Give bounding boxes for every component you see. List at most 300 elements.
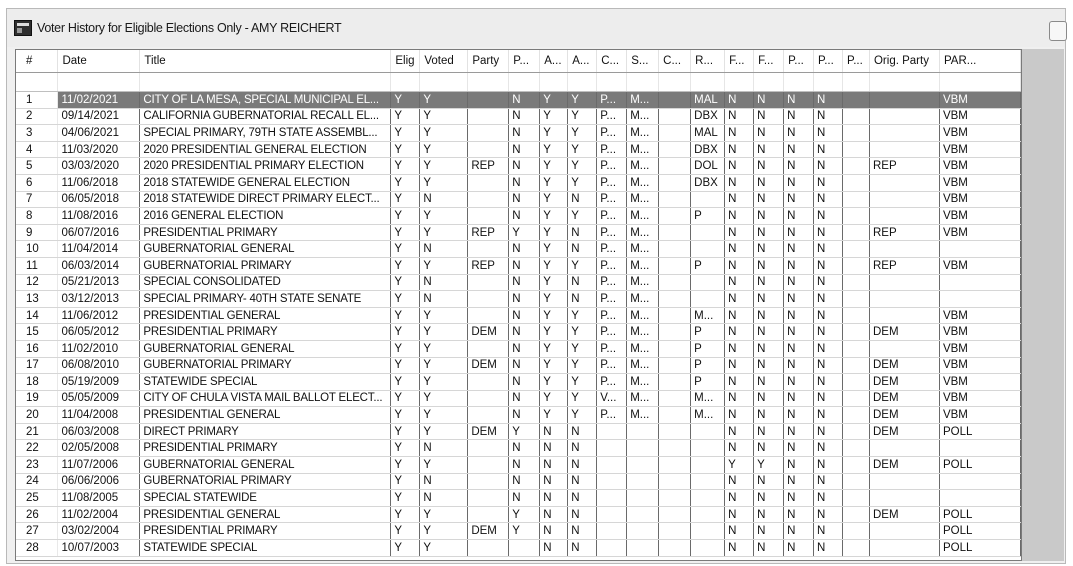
- column-header[interactable]: P...: [784, 50, 814, 73]
- table-row[interactable]: [16, 92, 1021, 109]
- table-cell: [468, 473, 509, 490]
- table-cell: [691, 423, 725, 440]
- table-cell: N: [754, 423, 784, 440]
- table-cell: DEM: [869, 374, 939, 391]
- table-cell: Y: [568, 324, 597, 341]
- table-row[interactable]: [16, 257, 1021, 274]
- table-cell: N: [568, 291, 597, 308]
- table-cell: P...: [597, 141, 627, 158]
- table-cell: CALIFORNIA GUBERNATORIAL RECALL EL...: [140, 108, 391, 125]
- table-cell: Y: [391, 174, 420, 191]
- table-cell: Y: [568, 125, 597, 142]
- table-cell: Y: [391, 473, 420, 490]
- column-header[interactable]: Orig. Party: [869, 50, 939, 73]
- column-header[interactable]: R...: [691, 50, 725, 73]
- table-cell: N: [725, 473, 754, 490]
- table-cell: Y: [391, 357, 420, 374]
- table-cell: Y: [391, 540, 420, 557]
- column-header[interactable]: C...: [597, 50, 627, 73]
- table-cell: [869, 307, 939, 324]
- table-cell: Y: [754, 457, 784, 474]
- table-cell: V...: [597, 390, 627, 407]
- table-cell: Y: [420, 390, 468, 407]
- table-cell: N: [509, 473, 540, 490]
- table-cell: Y: [540, 357, 568, 374]
- table-cell: Y: [540, 274, 568, 291]
- table-cell: N: [568, 523, 597, 540]
- table-row[interactable]: [16, 125, 1021, 142]
- table-cell: [843, 108, 870, 125]
- column-header-row: [16, 50, 1021, 73]
- table-cell: Y: [540, 390, 568, 407]
- table-cell: POLL: [939, 523, 1020, 540]
- table-row[interactable]: [16, 423, 1021, 440]
- table-row[interactable]: [16, 291, 1021, 308]
- column-header[interactable]: Date: [58, 50, 140, 73]
- table-cell: 11/06/2018: [58, 174, 140, 191]
- table-cell: [843, 174, 870, 191]
- table-cell: [468, 457, 509, 474]
- table-cell: Y: [420, 92, 468, 109]
- column-header[interactable]: A...: [540, 50, 568, 73]
- table-cell: N: [814, 490, 843, 507]
- table-cell: N: [725, 291, 754, 308]
- table-row[interactable]: [16, 390, 1021, 407]
- table-cell: N: [725, 191, 754, 208]
- table-row[interactable]: [16, 274, 1021, 291]
- vertical-scrollbar[interactable]: [1022, 49, 1064, 561]
- table-cell: VBM: [939, 108, 1020, 125]
- row-number: 15: [16, 324, 58, 341]
- table-cell: [843, 274, 870, 291]
- column-header[interactable]: F...: [725, 50, 754, 73]
- row-number: 18: [16, 374, 58, 391]
- table-cell: [843, 374, 870, 391]
- table-cell: [843, 208, 870, 225]
- table-cell: N: [754, 374, 784, 391]
- table-cell: N: [784, 141, 814, 158]
- table-row[interactable]: [16, 506, 1021, 523]
- table-cell: Y: [568, 108, 597, 125]
- table-cell: P...: [597, 291, 627, 308]
- table-cell: [691, 274, 725, 291]
- table-cell: N: [725, 506, 754, 523]
- table-cell: N: [540, 457, 568, 474]
- table-cell: [627, 423, 659, 440]
- table-cell: [659, 307, 691, 324]
- table-cell: 2020 PRESIDENTIAL GENERAL ELECTION: [140, 141, 391, 158]
- table-cell: Y: [540, 241, 568, 258]
- table-cell: P...: [597, 224, 627, 241]
- table-cell: [869, 291, 939, 308]
- table-cell: [843, 357, 870, 374]
- table-cell: N: [568, 191, 597, 208]
- table-cell: DEM: [869, 423, 939, 440]
- table-cell: N: [509, 407, 540, 424]
- table-cell: Y: [540, 407, 568, 424]
- table-cell: [843, 125, 870, 142]
- table-cell: N: [754, 141, 784, 158]
- table-cell: N: [784, 357, 814, 374]
- table-row[interactable]: [16, 374, 1021, 391]
- column-header[interactable]: Voted: [420, 50, 468, 73]
- table-cell: Y: [509, 423, 540, 440]
- table-cell: Y: [391, 191, 420, 208]
- column-header[interactable]: #: [16, 50, 58, 73]
- table-cell: P...: [597, 108, 627, 125]
- table-cell: P: [691, 357, 725, 374]
- table-cell: M...: [691, 307, 725, 324]
- table-row[interactable]: [16, 457, 1021, 474]
- column-header[interactable]: Title: [140, 50, 391, 73]
- table-cell: [659, 125, 691, 142]
- table-cell: Y: [540, 340, 568, 357]
- table-cell: 05/19/2009: [58, 374, 140, 391]
- table-cell: N: [509, 274, 540, 291]
- table-cell: N: [420, 191, 468, 208]
- table-cell: DOL: [691, 158, 725, 175]
- table-cell: [843, 490, 870, 507]
- table-cell: N: [725, 174, 754, 191]
- table-cell: [843, 241, 870, 258]
- table-cell: [939, 274, 1020, 291]
- table-row[interactable]: [16, 540, 1021, 557]
- table-cell: Y: [568, 257, 597, 274]
- table-cell: M...: [691, 390, 725, 407]
- table-cell: Y: [568, 174, 597, 191]
- column-header[interactable]: S...: [627, 50, 659, 73]
- row-number: 12: [16, 274, 58, 291]
- table-cell: N: [725, 523, 754, 540]
- table-cell: Y: [568, 141, 597, 158]
- table-cell: [691, 224, 725, 241]
- table-cell: N: [814, 158, 843, 175]
- row-number: 14: [16, 307, 58, 324]
- row-number: 19: [16, 390, 58, 407]
- table-row[interactable]: [16, 108, 1021, 125]
- table-cell: [468, 390, 509, 407]
- table-cell: [691, 506, 725, 523]
- table-cell: N: [540, 506, 568, 523]
- table-row[interactable]: [16, 174, 1021, 191]
- table-cell: N: [784, 506, 814, 523]
- row-number: 21: [16, 423, 58, 440]
- table-cell: 06/06/2006: [58, 473, 140, 490]
- table-cell: [659, 257, 691, 274]
- table-row[interactable]: [16, 407, 1021, 424]
- table-cell: N: [725, 490, 754, 507]
- table-cell: 05/05/2009: [58, 390, 140, 407]
- table-row[interactable]: [16, 191, 1021, 208]
- table-cell: N: [725, 540, 754, 557]
- table-cell: P...: [597, 92, 627, 109]
- table-cell: [659, 490, 691, 507]
- table-cell: N: [814, 108, 843, 125]
- table-cell: [843, 506, 870, 523]
- table-cell: [659, 208, 691, 225]
- table-cell: [659, 291, 691, 308]
- table-cell: N: [814, 440, 843, 457]
- table-cell: N: [568, 490, 597, 507]
- voter-history-window: [6, 8, 1066, 564]
- table-cell: Y: [391, 158, 420, 175]
- table-cell: [597, 523, 627, 540]
- table-row[interactable]: [16, 224, 1021, 241]
- column-header[interactable]: P...: [509, 50, 540, 73]
- table-cell: 03/02/2004: [58, 523, 140, 540]
- table-cell: [659, 174, 691, 191]
- table-cell: [659, 540, 691, 557]
- table-row[interactable]: [16, 490, 1021, 507]
- table-cell: N: [754, 506, 784, 523]
- table-cell: Y: [391, 257, 420, 274]
- table-cell: [691, 191, 725, 208]
- table-cell: N: [725, 92, 754, 109]
- table-cell: 2018 STATEWIDE DIRECT PRIMARY ELECT...: [140, 191, 391, 208]
- table-cell: VBM: [939, 407, 1020, 424]
- table-cell: Y: [420, 457, 468, 474]
- table-cell: POLL: [939, 506, 1020, 523]
- table-cell: [659, 274, 691, 291]
- table-cell: DEM: [468, 324, 509, 341]
- table-cell: [468, 340, 509, 357]
- table-cell: [691, 241, 725, 258]
- table-cell: N: [509, 208, 540, 225]
- table-cell: 11/04/2008: [58, 407, 140, 424]
- table-cell: N: [754, 92, 784, 109]
- table-cell: [659, 523, 691, 540]
- table-cell: M...: [627, 158, 659, 175]
- row-number: 8: [16, 208, 58, 225]
- table-cell: N: [784, 374, 814, 391]
- table-cell: PRESIDENTIAL PRIMARY: [140, 523, 391, 540]
- row-number: 5: [16, 158, 58, 175]
- table-cell: M...: [627, 241, 659, 258]
- table-cell: N: [754, 291, 784, 308]
- column-header[interactable]: Party: [468, 50, 509, 73]
- column-header[interactable]: P...: [814, 50, 843, 73]
- table-row[interactable]: [16, 357, 1021, 374]
- table-cell: M...: [627, 374, 659, 391]
- table-cell: Y: [420, 374, 468, 391]
- voter-history-grid[interactable]: [15, 49, 1022, 561]
- table-cell: 03/12/2013: [58, 291, 140, 308]
- table-cell: N: [509, 241, 540, 258]
- table-cell: N: [754, 125, 784, 142]
- table-cell: Y: [540, 374, 568, 391]
- table-cell: 11/07/2006: [58, 457, 140, 474]
- table-row[interactable]: [16, 324, 1021, 341]
- table-cell: P: [691, 257, 725, 274]
- table-cell: VBM: [939, 324, 1020, 341]
- table-cell: N: [784, 208, 814, 225]
- table-cell: N: [754, 324, 784, 341]
- table-cell: [843, 340, 870, 357]
- table-cell: DBX: [691, 141, 725, 158]
- table-cell: [843, 540, 870, 557]
- table-cell: 06/07/2016: [58, 224, 140, 241]
- table-cell: Y: [420, 208, 468, 225]
- row-number: 23: [16, 457, 58, 474]
- table-cell: N: [509, 108, 540, 125]
- table-cell: Y: [540, 174, 568, 191]
- table-cell: VBM: [939, 125, 1020, 142]
- table-cell: [627, 506, 659, 523]
- column-header[interactable]: PAR...: [939, 50, 1020, 73]
- table-row[interactable]: [16, 340, 1021, 357]
- table-cell: M...: [627, 390, 659, 407]
- table-cell: [659, 390, 691, 407]
- table-cell: VBM: [939, 158, 1020, 175]
- table-cell: Y: [568, 357, 597, 374]
- window-control-icon[interactable]: [1049, 21, 1067, 41]
- table-cell: P...: [597, 324, 627, 341]
- table-cell: [843, 291, 870, 308]
- table-cell: [843, 224, 870, 241]
- column-header[interactable]: P...: [843, 50, 870, 73]
- table-cell: N: [725, 158, 754, 175]
- table-cell: [843, 307, 870, 324]
- table-cell: VBM: [939, 357, 1020, 374]
- table-cell: Y: [420, 340, 468, 357]
- table-cell: GUBERNATORIAL PRIMARY: [140, 473, 391, 490]
- table-cell: N: [814, 324, 843, 341]
- table-cell: M...: [691, 407, 725, 424]
- table-cell: N: [754, 473, 784, 490]
- table-cell: [468, 108, 509, 125]
- table-cell: Y: [540, 158, 568, 175]
- table-row[interactable]: [16, 440, 1021, 457]
- table-row[interactable]: [16, 141, 1021, 158]
- table-cell: [659, 241, 691, 258]
- table-cell: N: [784, 92, 814, 109]
- table-cell: [691, 473, 725, 490]
- table-cell: N: [754, 174, 784, 191]
- table-cell: [869, 241, 939, 258]
- column-header[interactable]: F...: [754, 50, 784, 73]
- table-cell: [659, 340, 691, 357]
- table-cell: [939, 440, 1020, 457]
- table-cell: N: [784, 340, 814, 357]
- table-cell: [869, 108, 939, 125]
- table-cell: N: [814, 208, 843, 225]
- table-row[interactable]: [16, 523, 1021, 540]
- table-cell: REP: [869, 257, 939, 274]
- title-bar: [7, 9, 1065, 47]
- table-cell: [627, 473, 659, 490]
- table-cell: N: [814, 191, 843, 208]
- row-number: 1: [16, 92, 58, 109]
- table-cell: N: [509, 457, 540, 474]
- table-cell: Y: [540, 208, 568, 225]
- column-header[interactable]: Elig: [391, 50, 420, 73]
- table-cell: Y: [391, 108, 420, 125]
- app-icon: [14, 20, 32, 36]
- table-cell: Y: [391, 324, 420, 341]
- table-cell: N: [814, 457, 843, 474]
- table-cell: N: [814, 523, 843, 540]
- table-cell: [627, 490, 659, 507]
- table-cell: Y: [391, 374, 420, 391]
- table-cell: Y: [420, 506, 468, 523]
- table-cell: POLL: [939, 457, 1020, 474]
- table-cell: [691, 490, 725, 507]
- table-cell: [468, 440, 509, 457]
- column-header[interactable]: A...: [568, 50, 597, 73]
- table-cell: [627, 523, 659, 540]
- column-header[interactable]: C...: [659, 50, 691, 73]
- row-number: 3: [16, 125, 58, 142]
- table-cell: Y: [391, 407, 420, 424]
- table-cell: 11/08/2016: [58, 208, 140, 225]
- table-cell: [468, 191, 509, 208]
- table-cell: GUBERNATORIAL PRIMARY: [140, 357, 391, 374]
- table-row[interactable]: [16, 241, 1021, 258]
- table-cell: N: [725, 257, 754, 274]
- table-cell: DEM: [468, 423, 509, 440]
- row-number: 24: [16, 473, 58, 490]
- table-cell: [468, 274, 509, 291]
- table-cell: [869, 125, 939, 142]
- table-cell: [468, 506, 509, 523]
- table-cell: N: [814, 506, 843, 523]
- table-cell: Y: [420, 407, 468, 424]
- table-cell: 2020 PRESIDENTIAL PRIMARY ELECTION: [140, 158, 391, 175]
- table-cell: N: [784, 291, 814, 308]
- table-cell: [468, 92, 509, 109]
- table-cell: N: [725, 108, 754, 125]
- table-cell: N: [725, 125, 754, 142]
- table-cell: [659, 423, 691, 440]
- table-cell: Y: [540, 307, 568, 324]
- table-cell: VBM: [939, 208, 1020, 225]
- table-cell: M...: [627, 108, 659, 125]
- table-cell: Y: [568, 307, 597, 324]
- window-title: Voter History for Eligible Elections Only - AMY REICHERT: [37, 21, 342, 35]
- table-cell: P...: [597, 274, 627, 291]
- table-row[interactable]: [16, 208, 1021, 225]
- table-cell: N: [540, 473, 568, 490]
- table-row[interactable]: [16, 473, 1021, 490]
- table-cell: SPECIAL STATEWIDE: [140, 490, 391, 507]
- table-cell: PRESIDENTIAL GENERAL: [140, 506, 391, 523]
- table-cell: P...: [597, 257, 627, 274]
- table-cell: Y: [391, 274, 420, 291]
- table-cell: M...: [627, 340, 659, 357]
- table-cell: [597, 423, 627, 440]
- table-cell: [659, 440, 691, 457]
- table-cell: N: [754, 407, 784, 424]
- table-cell: N: [814, 291, 843, 308]
- table-cell: Y: [540, 324, 568, 341]
- table-cell: N: [568, 423, 597, 440]
- table-row[interactable]: [16, 307, 1021, 324]
- table-cell: Y: [391, 224, 420, 241]
- table-cell: Y: [509, 523, 540, 540]
- table-cell: [939, 241, 1020, 258]
- table-cell: P...: [597, 191, 627, 208]
- table-row[interactable]: [16, 158, 1021, 175]
- table-cell: [468, 291, 509, 308]
- table-cell: N: [754, 357, 784, 374]
- table-cell: [869, 340, 939, 357]
- table-cell: N: [509, 174, 540, 191]
- table-cell: N: [784, 191, 814, 208]
- row-number: 17: [16, 357, 58, 374]
- table-cell: [659, 457, 691, 474]
- table-cell: N: [420, 473, 468, 490]
- table-cell: N: [754, 257, 784, 274]
